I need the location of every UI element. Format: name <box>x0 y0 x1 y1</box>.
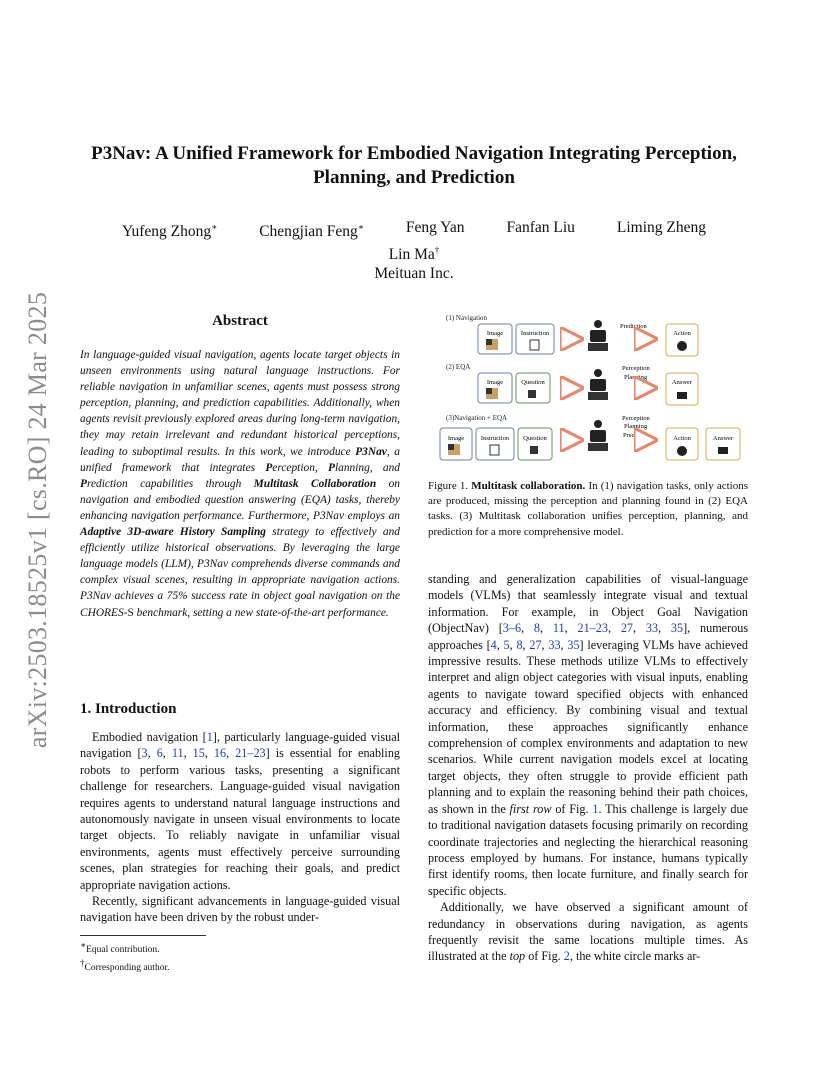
svg-text:Image: Image <box>447 435 465 442</box>
author-name: Fanfan Liu <box>506 219 575 236</box>
citation-link[interactable]: 33 <box>548 637 561 652</box>
svg-text:Action: Action <box>673 330 691 337</box>
svg-text:Prediction: Prediction <box>620 323 647 330</box>
citation-link[interactable]: 5 <box>503 637 510 652</box>
footnotes: ∗Equal contribution. †Corresponding author. <box>80 940 170 974</box>
citation-link[interactable]: 33 <box>645 621 659 636</box>
svg-text:Question: Question <box>523 435 547 442</box>
abstract-heading: Abstract <box>212 313 268 329</box>
citation-link[interactable]: 16 <box>213 746 227 761</box>
citation-link[interactable]: 15 <box>192 746 205 761</box>
svg-text:Answer: Answer <box>671 379 693 386</box>
footnote-rule <box>80 935 206 936</box>
figure-1 <box>438 308 748 470</box>
citation-link[interactable]: 8 <box>516 637 523 652</box>
row3-label: (3)Navigation + EQA <box>446 414 508 422</box>
intro-text: Embodied navigation [1], particularly language-guided visual navigation [3, 6, 11, 15, 16, 21–23] is essential for enabling robots to perform various tasks, presenting a significant challenge for researchers. Language-guided visual navigation requires agents to understand natural language instructions and autonomously navigate in unseen visual environments to locate target objects. To reliably navigate in unfamiliar visual environments, agents must effectively perceive surrounding scenes, plan strategies for reaching their goals, and predict appropriate navigation actions. Recently, significant advancements in language-guided visual navigation have been driven by the robust under- <box>80 730 401 925</box>
figure-link[interactable]: 1 <box>592 801 599 816</box>
author-name: Lin Ma† <box>388 245 440 264</box>
robot-icon <box>588 420 608 451</box>
citation-link[interactable]: 21–23 <box>577 621 608 636</box>
svg-text:Planning: Planning <box>624 374 648 381</box>
citation-link[interactable]: 8 <box>533 621 541 636</box>
citation-link[interactable]: 35 <box>670 621 684 636</box>
citation-link[interactable]: 3 <box>141 746 148 761</box>
paper-title: P3Nav: A Unified Framework for Embodied Navigation Integrating Perception, Planning, and Prediction <box>91 143 737 188</box>
row2-diagram <box>478 365 698 405</box>
arxiv-watermark: arXiv:2503.18525v1 [cs.RO] 24 Mar 2025 <box>23 291 52 749</box>
svg-text:Prediction: Prediction <box>623 432 650 439</box>
author-name: Yufeng Zhong∗ <box>122 222 218 241</box>
svg-text:Planning: Planning <box>624 423 648 430</box>
citation-link[interactable]: 4 <box>490 637 497 652</box>
citation-link[interactable]: 27 <box>529 637 542 652</box>
citation-link[interactable]: 27 <box>620 621 633 636</box>
right-column-text: standing and generalization capabilities of visual-language models (VLMs) that seamlessly integrate visual and textual information. For example, in Object Goal Navigation (ObjectNav) [3–6, 8, 11, 21–23, 27, 33, 35], numerous approaches [4, 5, 8, 27, 33, 35] leveraging VLMs have achieved impressive results. These methods utilize VLMs to effectively interpret and align object categories with visual inputs, enabling agents to navigate toward specified objects with enhanced accuracy and efficiency. By combining visual and textual information, these approaches significantly enhance comprehension of complex environments and adaptation to new scenarios. While current navigation models excel at locating target objects, they often struggle to provide efficient path planning and to explain the reasoning behind their path choices, as shown in the first row of Fig. 1. This challenge is largely due to traditional navigation datasets focusing primarily on recording coordinate trajectories and neglecting the hierarchical reasoning process employed by humans. For instance, humans typically first identify rooms, then locate furniture, and finally search for specific objects. Additionally, we have observed a significant amount of redundancy in observations during navigation, as agents frequently revisit the same locations multiple times. As illustrated at the top of Fig. 2, the white circle marks ar- <box>428 572 749 964</box>
svg-text:Image: Image <box>486 379 504 386</box>
citation-link[interactable]: 21–23 <box>235 746 266 761</box>
citation-link[interactable]: 6 <box>156 746 163 761</box>
citation-link[interactable]: 3–6 <box>502 621 522 636</box>
svg-text:Image: Image <box>486 330 504 337</box>
citation-link[interactable]: 35 <box>567 637 580 652</box>
author-name: Chengjian Feng∗ <box>259 222 364 241</box>
citation-link[interactable]: 1 <box>206 730 213 744</box>
citation-link[interactable]: 11 <box>552 621 565 636</box>
svg-text:Perception: Perception <box>622 415 650 422</box>
robot-icon <box>588 320 608 351</box>
svg-text:Answer: Answer <box>712 435 734 442</box>
figure-link[interactable]: 2 <box>563 949 570 964</box>
section-heading: 1. Introduction <box>80 701 177 717</box>
author-block <box>100 218 728 283</box>
svg-text:Question: Question <box>521 379 545 386</box>
figure-caption: Figure 1. Multitask collaboration. In (1) navigation tasks, only actions are produced, missing the perception and planning found in (2) EQA tasks. (3) Multitask collaboration unifies perception, planning, and prediction for a more comprehensive model. <box>428 480 749 538</box>
row1-diagram <box>478 320 698 356</box>
citation-link[interactable]: 11 <box>171 746 184 761</box>
svg-text:Instruction: Instruction <box>480 435 510 442</box>
row1-label: (1) Navigation <box>446 314 488 322</box>
svg-text:Instruction: Instruction <box>520 330 550 337</box>
affiliation: Meituan Inc. <box>374 265 454 283</box>
svg-text:Perception: Perception <box>622 365 650 372</box>
author-name: Liming Zheng <box>616 219 706 236</box>
svg-text:Action: Action <box>673 435 691 442</box>
abstract-text: In language-guided visual navigation, agents locate target objects in unseen environments using natural language instructions. For reliable navigation in unfamiliar scenes, agents must possess strong perception, planning, and prediction capabilities. Additionally, when agents revisit previously explored areas during long-term navigation, they may retain irrelevant and redundant historical perceptions, leading to suboptimal results. In this work, we introduce P3Nav, a unified framework that integrates Perception, Planning, and Prediction capabilities through Multitask Collaboration on navigation and embodied question answering (EQA) tasks, thereby enhancing navigation performance. Furthermore, P3Nav employs an Adaptive 3D-aware History Sampling strategy to effectively and efficiently utilize historical observations. By leveraging the large language models (LLM), P3Nav comprehends diverse commands and complex visual scenes, resulting in appropriate navigation actions. P3Nav achieves a 75% success rate in object goal navigation on the CHORES-S benchmark, setting a new state-of-the-art performance. <box>80 349 400 619</box>
author-name: Feng Yan <box>405 219 465 236</box>
row2-label: (2) EQA <box>446 363 471 371</box>
robot-icon <box>588 369 608 400</box>
